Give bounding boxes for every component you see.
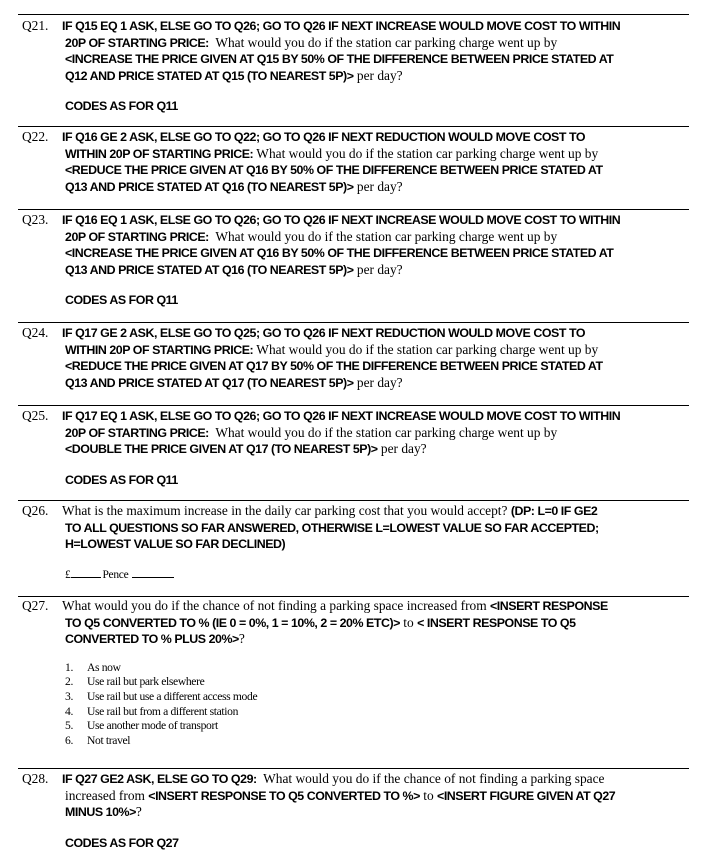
divider: [18, 405, 689, 406]
instruction-text: Q13 AND PRICE STATED AT Q16 (TO NEAREST 5P)>: [65, 262, 354, 277]
question-text-line: [22, 245, 692, 262]
option-number: 6.: [65, 733, 73, 747]
question-number: Q24.: [22, 325, 49, 340]
question-text: What would you do if the station car parking charge went up by: [208, 228, 558, 244]
question-text-line: [22, 179, 692, 196]
question-text: ?: [135, 804, 142, 820]
answer-option[interactable]: [65, 734, 692, 749]
divider: [18, 596, 689, 597]
answer-option[interactable]: [65, 675, 692, 690]
instruction-text: <INSERT FIGURE GIVEN AT Q27: [437, 788, 616, 803]
question-text-line: [22, 325, 692, 342]
instruction-text: <INCREASE THE PRICE GIVEN AT Q15 BY 50% OF THE DIFFERENCE BETWEEN PRICE STATED AT: [65, 52, 614, 67]
answer-fields: [22, 567, 692, 584]
question-text-line: [22, 342, 692, 359]
question-text-line: [22, 425, 692, 442]
pound-label: £: [65, 568, 71, 581]
question-text: What would you do if the chance of not finding a parking space: [256, 771, 605, 786]
pence-input[interactable]: [132, 576, 174, 578]
question-number: Q28.: [22, 771, 49, 786]
instruction-text: IF Q17 EQ 1 ASK, ELSE GO TO Q26; GO TO Q26 IF NEXT INCREASE WOULD MOVE COST TO WITHIN: [62, 409, 621, 423]
question-text: per day?: [377, 441, 427, 457]
answer-option[interactable]: [65, 690, 692, 705]
question-q28: [22, 771, 692, 851]
instruction-text: <DOUBLE THE PRICE GIVEN AT Q17 (TO NEAREST 5P)>: [65, 442, 378, 457]
divider: [18, 768, 689, 769]
question-q23: [22, 212, 692, 309]
instruction-text: IF Q15 EQ 1 ASK, ELSE GO TO Q26; GO TO Q26 IF NEXT INCREASE WOULD MOVE COST TO WITHIN: [62, 19, 621, 33]
question-number: Q26.: [22, 503, 49, 518]
question-q21: [22, 18, 692, 115]
instruction-text: (DP: L=0 IF GE2: [510, 504, 598, 518]
question-text-line: [22, 441, 692, 458]
divider: [18, 209, 689, 210]
option-label: Use rail but park elsewhere: [87, 675, 205, 689]
instruction-text: TO ALL QUESTIONS SO FAR ANSWERED, OTHERWISE L=LOWEST VALUE SO FAR ACCEPTED;: [65, 520, 599, 535]
instruction-text: IF Q17 GE 2 ASK, ELSE GO TO Q25; GO TO Q26 IF NEXT REDUCTION WOULD MOVE COST TO: [62, 326, 586, 340]
question-text-line: [22, 68, 692, 85]
answer-options-list: [22, 661, 692, 749]
divider: [18, 500, 689, 501]
question-text: What would you do if the chance of not finding a parking space increased from: [62, 598, 490, 613]
question-number: Q25.: [22, 408, 49, 423]
instruction-text: WITHIN 20P OF STARTING PRICE:: [65, 342, 254, 357]
question-text-line: [22, 788, 692, 805]
question-text-line: [22, 631, 692, 648]
question-number: Q27.: [22, 598, 49, 613]
instruction-text: Q13 AND PRICE STATED AT Q17 (TO NEAREST 5P)>: [65, 375, 354, 390]
pence-label: Pence: [102, 568, 129, 581]
question-text: per day?: [353, 261, 403, 277]
instruction-text: IF Q27 GE2 ASK, ELSE GO TO Q29:: [62, 772, 257, 786]
question-number: Q22.: [22, 129, 49, 144]
codes-note: CODES AS FOR Q11: [65, 472, 178, 487]
question-text: What would you do if the station car parking charge went up by: [253, 341, 599, 357]
option-number: 2.: [65, 675, 73, 689]
instruction-text: IF Q16 EQ 1 ASK, ELSE GO TO Q26; GO TO Q26 IF NEXT INCREASE WOULD MOVE COST TO WITHIN: [62, 213, 621, 227]
instruction-text: TO Q5 CONVERTED TO % (IE 0 = 0%, 1 = 10%, 2 = 20% ETC)>: [65, 615, 400, 630]
instruction-text: <REDUCE THE PRICE GIVEN AT Q17 BY 50% OF THE DIFFERENCE BETWEEN PRICE STATED AT: [65, 359, 603, 374]
question-text-line: [22, 51, 692, 68]
question-number: Q21.: [22, 18, 49, 33]
instruction-text: CONVERTED TO % PLUS 20%>: [65, 632, 239, 647]
question-text-line: [22, 129, 692, 146]
question-text: What would you do if the station car parking charge went up by: [208, 424, 558, 440]
option-label: Use another mode of transport: [87, 719, 218, 733]
question-text: per day?: [353, 178, 403, 194]
instruction-text: <REDUCE THE PRICE GIVEN AT Q16 BY 50% OF THE DIFFERENCE BETWEEN PRICE STATED AT: [65, 163, 603, 178]
question-q25: [22, 408, 692, 488]
question-text-line: [22, 358, 692, 375]
question-text: What would you do if the station car parking charge went up by: [253, 145, 599, 161]
question-text-line: [22, 229, 692, 246]
option-number: 3.: [65, 689, 73, 703]
question-text-line: [22, 18, 692, 35]
answer-option[interactable]: [65, 719, 692, 734]
instruction-text: H=LOWEST VALUE SO FAR DECLINED): [65, 537, 286, 552]
question-text-line: [22, 520, 692, 537]
question-number: Q23.: [22, 212, 49, 227]
question-text: What is the maximum increase in the daily car parking cost that you would accept?: [62, 503, 511, 518]
instruction-text: IF Q16 GE 2 ASK, ELSE GO TO Q22; GO TO Q26 IF NEXT REDUCTION WOULD MOVE COST TO: [62, 130, 586, 144]
question-q22: [22, 129, 692, 195]
question-text: What would you do if the station car parking charge went up by: [208, 34, 558, 50]
pounds-input[interactable]: [71, 576, 101, 578]
question-q24: [22, 325, 692, 391]
question-text-line: [22, 212, 692, 229]
codes-note: CODES AS FOR Q11: [65, 99, 178, 114]
option-label: Not travel: [87, 733, 131, 747]
option-label: Use rail but from a different station: [87, 704, 239, 718]
question-q27: [22, 598, 692, 748]
instruction-text: Q13 AND PRICE STATED AT Q16 (TO NEAREST 5P)>: [65, 179, 354, 194]
question-text-line: [22, 503, 692, 520]
question-text: to: [399, 614, 418, 630]
instruction-text: Q12 AND PRICE STATED AT Q15 (TO NEAREST 5P)>: [65, 68, 354, 83]
divider: [18, 14, 689, 15]
option-label: As now: [87, 660, 121, 674]
question-text-line: [22, 375, 692, 392]
instruction-text: MINUS 10%>: [65, 805, 136, 820]
answer-option[interactable]: [65, 705, 692, 720]
question-q26: [22, 503, 692, 583]
question-text: per day?: [353, 67, 403, 83]
instruction-text: <INSERT RESPONSE TO Q5 CONVERTED TO %>: [148, 788, 420, 803]
question-text-line: [22, 536, 692, 553]
question-text: increased from: [65, 787, 149, 803]
question-text: to: [419, 787, 438, 803]
instruction-text: <INSERT RESPONSE: [489, 599, 608, 613]
instruction-text: WITHIN 20P OF STARTING PRICE:: [65, 146, 254, 161]
instruction-text: 20P OF STARTING PRICE:: [65, 229, 209, 244]
question-text-line: [22, 146, 692, 163]
instruction-text: 20P OF STARTING PRICE:: [65, 425, 209, 440]
option-number: 1.: [65, 660, 73, 674]
answer-option[interactable]: [65, 661, 692, 676]
question-text-line: [22, 615, 692, 632]
question-text-line: [22, 408, 692, 425]
divider: [18, 322, 689, 323]
option-label: Use rail but use a different access mode: [87, 689, 258, 703]
codes-note: CODES AS FOR Q11: [65, 293, 178, 308]
question-text-line: [22, 804, 692, 821]
question-text-line: [22, 262, 692, 279]
divider: [18, 126, 689, 127]
instruction-text: < INSERT RESPONSE TO Q5: [417, 615, 576, 630]
option-number: 4.: [65, 704, 73, 718]
question-text-line: [22, 771, 692, 788]
option-number: 5.: [65, 719, 73, 733]
instruction-text: 20P OF STARTING PRICE:: [65, 35, 209, 50]
question-text: ?: [238, 631, 245, 647]
question-text-line: [22, 598, 692, 615]
codes-note: CODES AS FOR Q27: [65, 835, 179, 850]
question-text-line: [22, 35, 692, 52]
question-text: per day?: [353, 374, 403, 390]
question-text-line: [22, 162, 692, 179]
instruction-text: <INCREASE THE PRICE GIVEN AT Q16 BY 50% OF THE DIFFERENCE BETWEEN PRICE STATED AT: [65, 246, 614, 261]
